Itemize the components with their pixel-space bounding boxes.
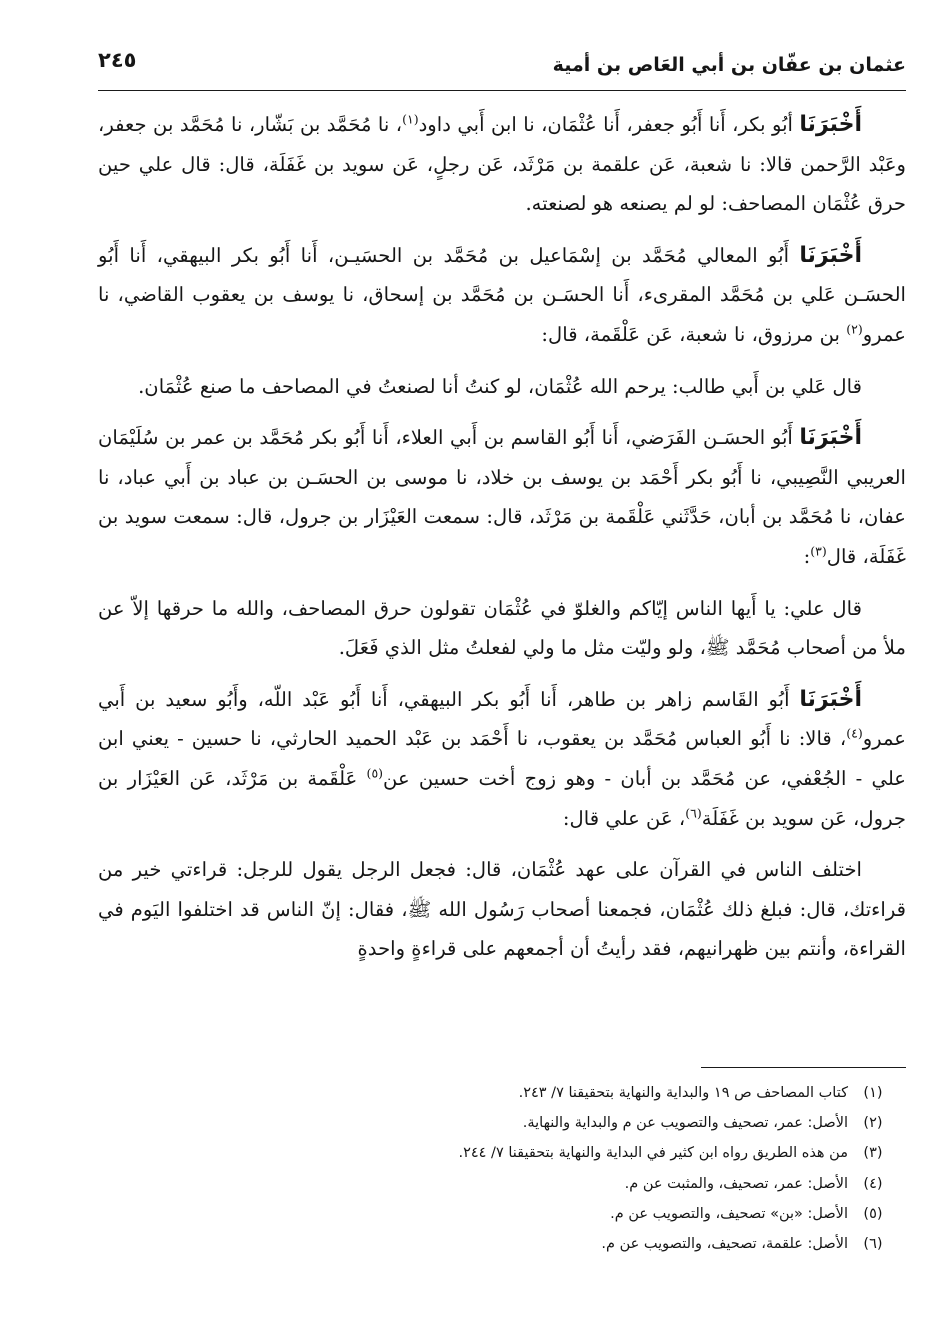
paragraph-text: عَلْقَمة بن مَرْثَد، عَن العَيْزَار بن جرول، عَن سويد بن غَفَلَة xyxy=(98,766,906,830)
footnote-item xyxy=(98,1108,888,1138)
paragraph-text: اختلف الناس في القرآن على عهد عُثْمَان، قال: فجعل الرجل يقول للرجل: قراءتي خير من قراءتك، قال: فبلغ ذلك عُثْمَان، فجمعنا أصحاب رَسُول الله ﷺ، فقال: إنّ الناس قد اختلفوا اليَوم في القراءة، وأنتم بين ظهرانيهم، فقد رأيتُ أن أجمعهم على قراءةٍ واحدةٍ xyxy=(98,858,906,961)
footnote-text: الأصل: «بن» تصحيف، والتصويب عن م. xyxy=(610,1205,848,1222)
paragraph-6 xyxy=(98,680,906,838)
footnote-ref[interactable]: (٥) xyxy=(366,765,384,781)
paragraph-text: أَبُو المعالي مُحَمَّد بن إسْمَاعيل بن مُحَمَّد بن الحسَيـن، أَنا أَبُو بكر البيهقي، أَنا أَبُو الحسَـن عَلي بن مُحَمَّد المقرىء، أَنا الحسَـن بن مُحَمَّد بن إسحاق، نا يوسف بن يعقوب القاضي، نا عمرو xyxy=(98,243,906,346)
footnote-ref[interactable]: (٦) xyxy=(685,804,702,820)
akhbarana-keyword: أَخْبَرَنَا xyxy=(799,425,862,451)
akhbarana-keyword: أَخْبَرَنَا xyxy=(799,112,863,137)
paragraph-7 xyxy=(98,850,906,969)
footnotes xyxy=(98,1078,888,1259)
footnote-item xyxy=(98,1078,888,1108)
paragraph-2 xyxy=(98,236,906,355)
paragraph-text: قال عَلي بن أَبي طالب: يرحم الله عُثْمَان، لو كنتُ أنا لصنعتُ في المصاحف ما صنع عُثْمَان. xyxy=(138,374,862,398)
footnote-text: من هذه الطريق رواه ابن كثير في البداية والنهاية بتحقيقنا ٧/ ٢٤٤. xyxy=(458,1145,848,1162)
footnote-number: (٥) xyxy=(863,1205,883,1222)
footnote-text: الأصل: عمر، تصحيف، والمثبت عن م. xyxy=(624,1175,848,1192)
paragraph-5 xyxy=(98,589,906,668)
footnote-text: كتاب المصاحف ص ١٩ والبداية والنهاية بتحقيقنا ٧/ ٢٤٣. xyxy=(518,1085,848,1101)
footnote-item xyxy=(98,1138,888,1168)
paragraph-text: ، قالا: نا أَبُو العباس مُحَمَّد بن يعقوب، نا أَحْمَد بن عَبْد الحميد الحارثي، نا حسين - يعني ابن علي - الجُعْفي، عن مُحَمَّد بن أبان - وهو زوج أخت حسين عن xyxy=(98,727,906,790)
paragraph-text: أَبُو الحسَـن الفَرَضي، أَنا أَبُو القاسم بن أَبي العلاء، أَنا أَبُو بكر مُحَمَّد بن عمر بن سُلَيْمَان العريبي النَّصِيبي، نا أَبُو بكر أَحْمَد بن يوسف بن خلاد، نا موسى بن الحسَـن بن عباد بن أَبي عباد، نا عفان، نا مُحَمَّد بن أبان، حَدَّثَني عَلْقَمة بن مَرْثَد، قال: سمعت العَيْزَار بن جرول، قال: سمعت سويد بن غَفَلَة، قال xyxy=(98,426,906,568)
paragraph-text: ، عَن علي قال: xyxy=(562,806,686,830)
footnote-ref[interactable]: (٢) xyxy=(846,321,863,337)
running-header xyxy=(98,38,906,91)
footnote-item xyxy=(98,1229,888,1259)
paragraph-text: ، نا مُحَمَّد بن بَشّار، نا مُحَمَّد بن جعفر، وعَبْد الرَّحمن قالا: نا شعبة، عَن علقمة بن مَرْثَد، عَن رجلٍ، عَن سويد بن غَفَلَة، قال: قال علي حين حرق عُثْمَان المصاحف: لو لم يصنعه هو لصنعته. xyxy=(98,113,906,216)
paragraph-text: أَبُو القَاسم زاهر بن طاهر، أَنا أَبُو بكر البيهقي، أَنا أَبُو عَبْد اللّه، وأَبُو سعيد بن أَبي عمرو xyxy=(98,687,906,751)
main-text xyxy=(98,105,906,981)
footnote-separator xyxy=(701,1067,906,1068)
footnote-item xyxy=(98,1169,888,1199)
footnote-ref[interactable]: (٤) xyxy=(846,725,863,741)
paragraph-3 xyxy=(98,367,906,407)
header-title: عثمان بن عفّان بن أبي العَاص بن أمية xyxy=(552,54,906,76)
footnote-number: (١) xyxy=(863,1085,883,1101)
footnote-text: الأصل: عمر، تصحيف والتصويب عن م والبداية والنهاية. xyxy=(522,1115,848,1132)
footnote-number: (٣) xyxy=(863,1145,883,1162)
paragraph-text: : xyxy=(803,544,811,568)
footnote-number: (٢) xyxy=(863,1115,883,1132)
akhbarana-keyword: أَخْبَرَنَا xyxy=(799,242,862,268)
footnote-ref[interactable]: (١) xyxy=(402,111,419,127)
footnote-ref[interactable]: (٣) xyxy=(810,543,827,559)
footnote-item xyxy=(98,1199,888,1229)
footnote-number: (٦) xyxy=(863,1236,883,1253)
page-number: ٢٤٥ xyxy=(98,48,137,72)
paragraph-1 xyxy=(98,105,906,224)
footnote-number: (٤) xyxy=(863,1175,883,1192)
paragraph-text: بن مرزوق، نا شعبة، عَن عَلْقَمة، قال: xyxy=(541,322,847,346)
paragraph-4 xyxy=(98,418,906,576)
paragraph-text: قال علي: يا أَيها الناس إيّاكم والغلوّ في عُثْمَان تقولون حرق المصاحف، والله ما حرقها إلاّ عن ملأ من أصحاب مُحَمَّد ﷺ، ولو وليّت مثل ما ولي لفعلتُ مثل الذي فَعَلَ. xyxy=(98,596,906,660)
footnote-text: الأصل: علقمة، تصحيف، والتصويب عن م. xyxy=(601,1236,848,1253)
akhbarana-keyword: أَخْبَرَنَا xyxy=(799,686,862,712)
paragraph-text: أبُو بكر، أَنا أَبُو جعفر، أَنا عُثْمَان، نا ابن أَبي داود xyxy=(418,113,800,136)
